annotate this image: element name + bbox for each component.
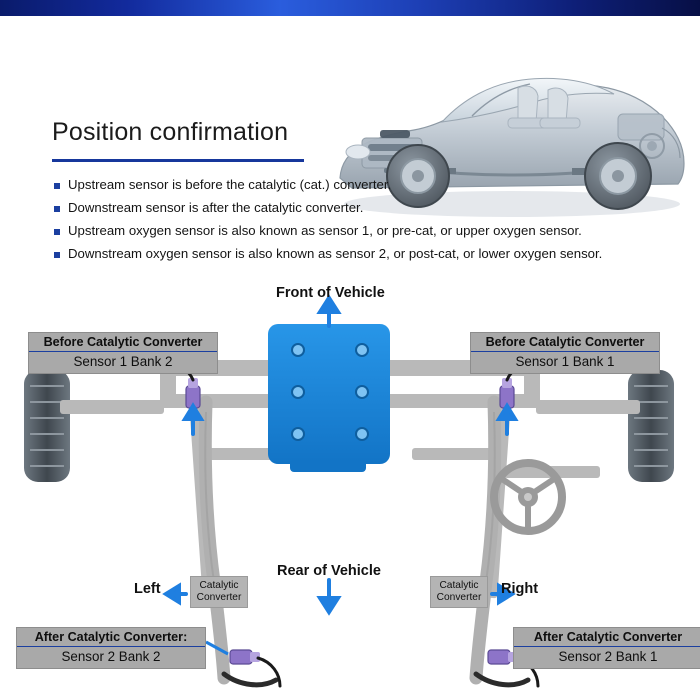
- list-item: [54, 245, 654, 263]
- page-title: Position confirmation: [52, 118, 289, 146]
- list-item: [54, 222, 654, 240]
- callout-value: Sensor 2 Bank 1: [558, 649, 658, 664]
- bullet-square-icon: [54, 206, 60, 212]
- callout-after-cat-bank2: [16, 627, 206, 669]
- top-accent-bar: [0, 0, 700, 16]
- left-side-label: Left: [134, 581, 161, 597]
- callout-before-cat-bank1: [470, 332, 660, 374]
- title-underline: [52, 159, 304, 162]
- callout-title: Before Catalytic Converter: [29, 333, 217, 352]
- callout-title: Before Catalytic Converter: [471, 333, 659, 352]
- bullet-list: [54, 176, 654, 268]
- callout-title: After Catalytic Converter:: [17, 628, 205, 647]
- bullet-square-icon: [54, 183, 60, 189]
- bullet-square-icon: [54, 252, 60, 258]
- callout-after-cat-bank1: [513, 627, 700, 669]
- front-of-vehicle-label: Front of Vehicle: [276, 285, 385, 301]
- list-item: [54, 199, 654, 217]
- bullet-square-icon: [54, 229, 60, 235]
- callout-before-cat-bank2: [28, 332, 218, 374]
- sensor-position-diagram: [0, 282, 700, 700]
- catalytic-converter-right: Catalytic Converter: [430, 576, 488, 608]
- catalytic-converter-left: Catalytic Converter: [190, 576, 248, 608]
- callout-value: Sensor 1 Bank 2: [73, 354, 173, 369]
- list-item: [54, 176, 654, 194]
- rear-of-vehicle-label: Rear of Vehicle: [277, 563, 381, 579]
- right-side-label: Right: [501, 581, 539, 597]
- bullet-text: Downstream sensor is after the catalytic converter.: [68, 200, 364, 215]
- bullet-text: Upstream oxygen sensor is also known as sensor 1, or pre-cat, or upper oxygen sensor.: [68, 223, 582, 238]
- callout-value: Sensor 1 Bank 1: [515, 354, 615, 369]
- callout-title: After Catalytic Converter: [514, 628, 700, 647]
- callout-value: Sensor 2 Bank 2: [61, 649, 161, 664]
- bullet-text: Upstream sensor is before the catalytic (cat.) converter.: [68, 177, 392, 192]
- bullet-text: Downstream oxygen sensor is also known as sensor 2, or post-cat, or lower oxygen sensor.: [68, 246, 603, 261]
